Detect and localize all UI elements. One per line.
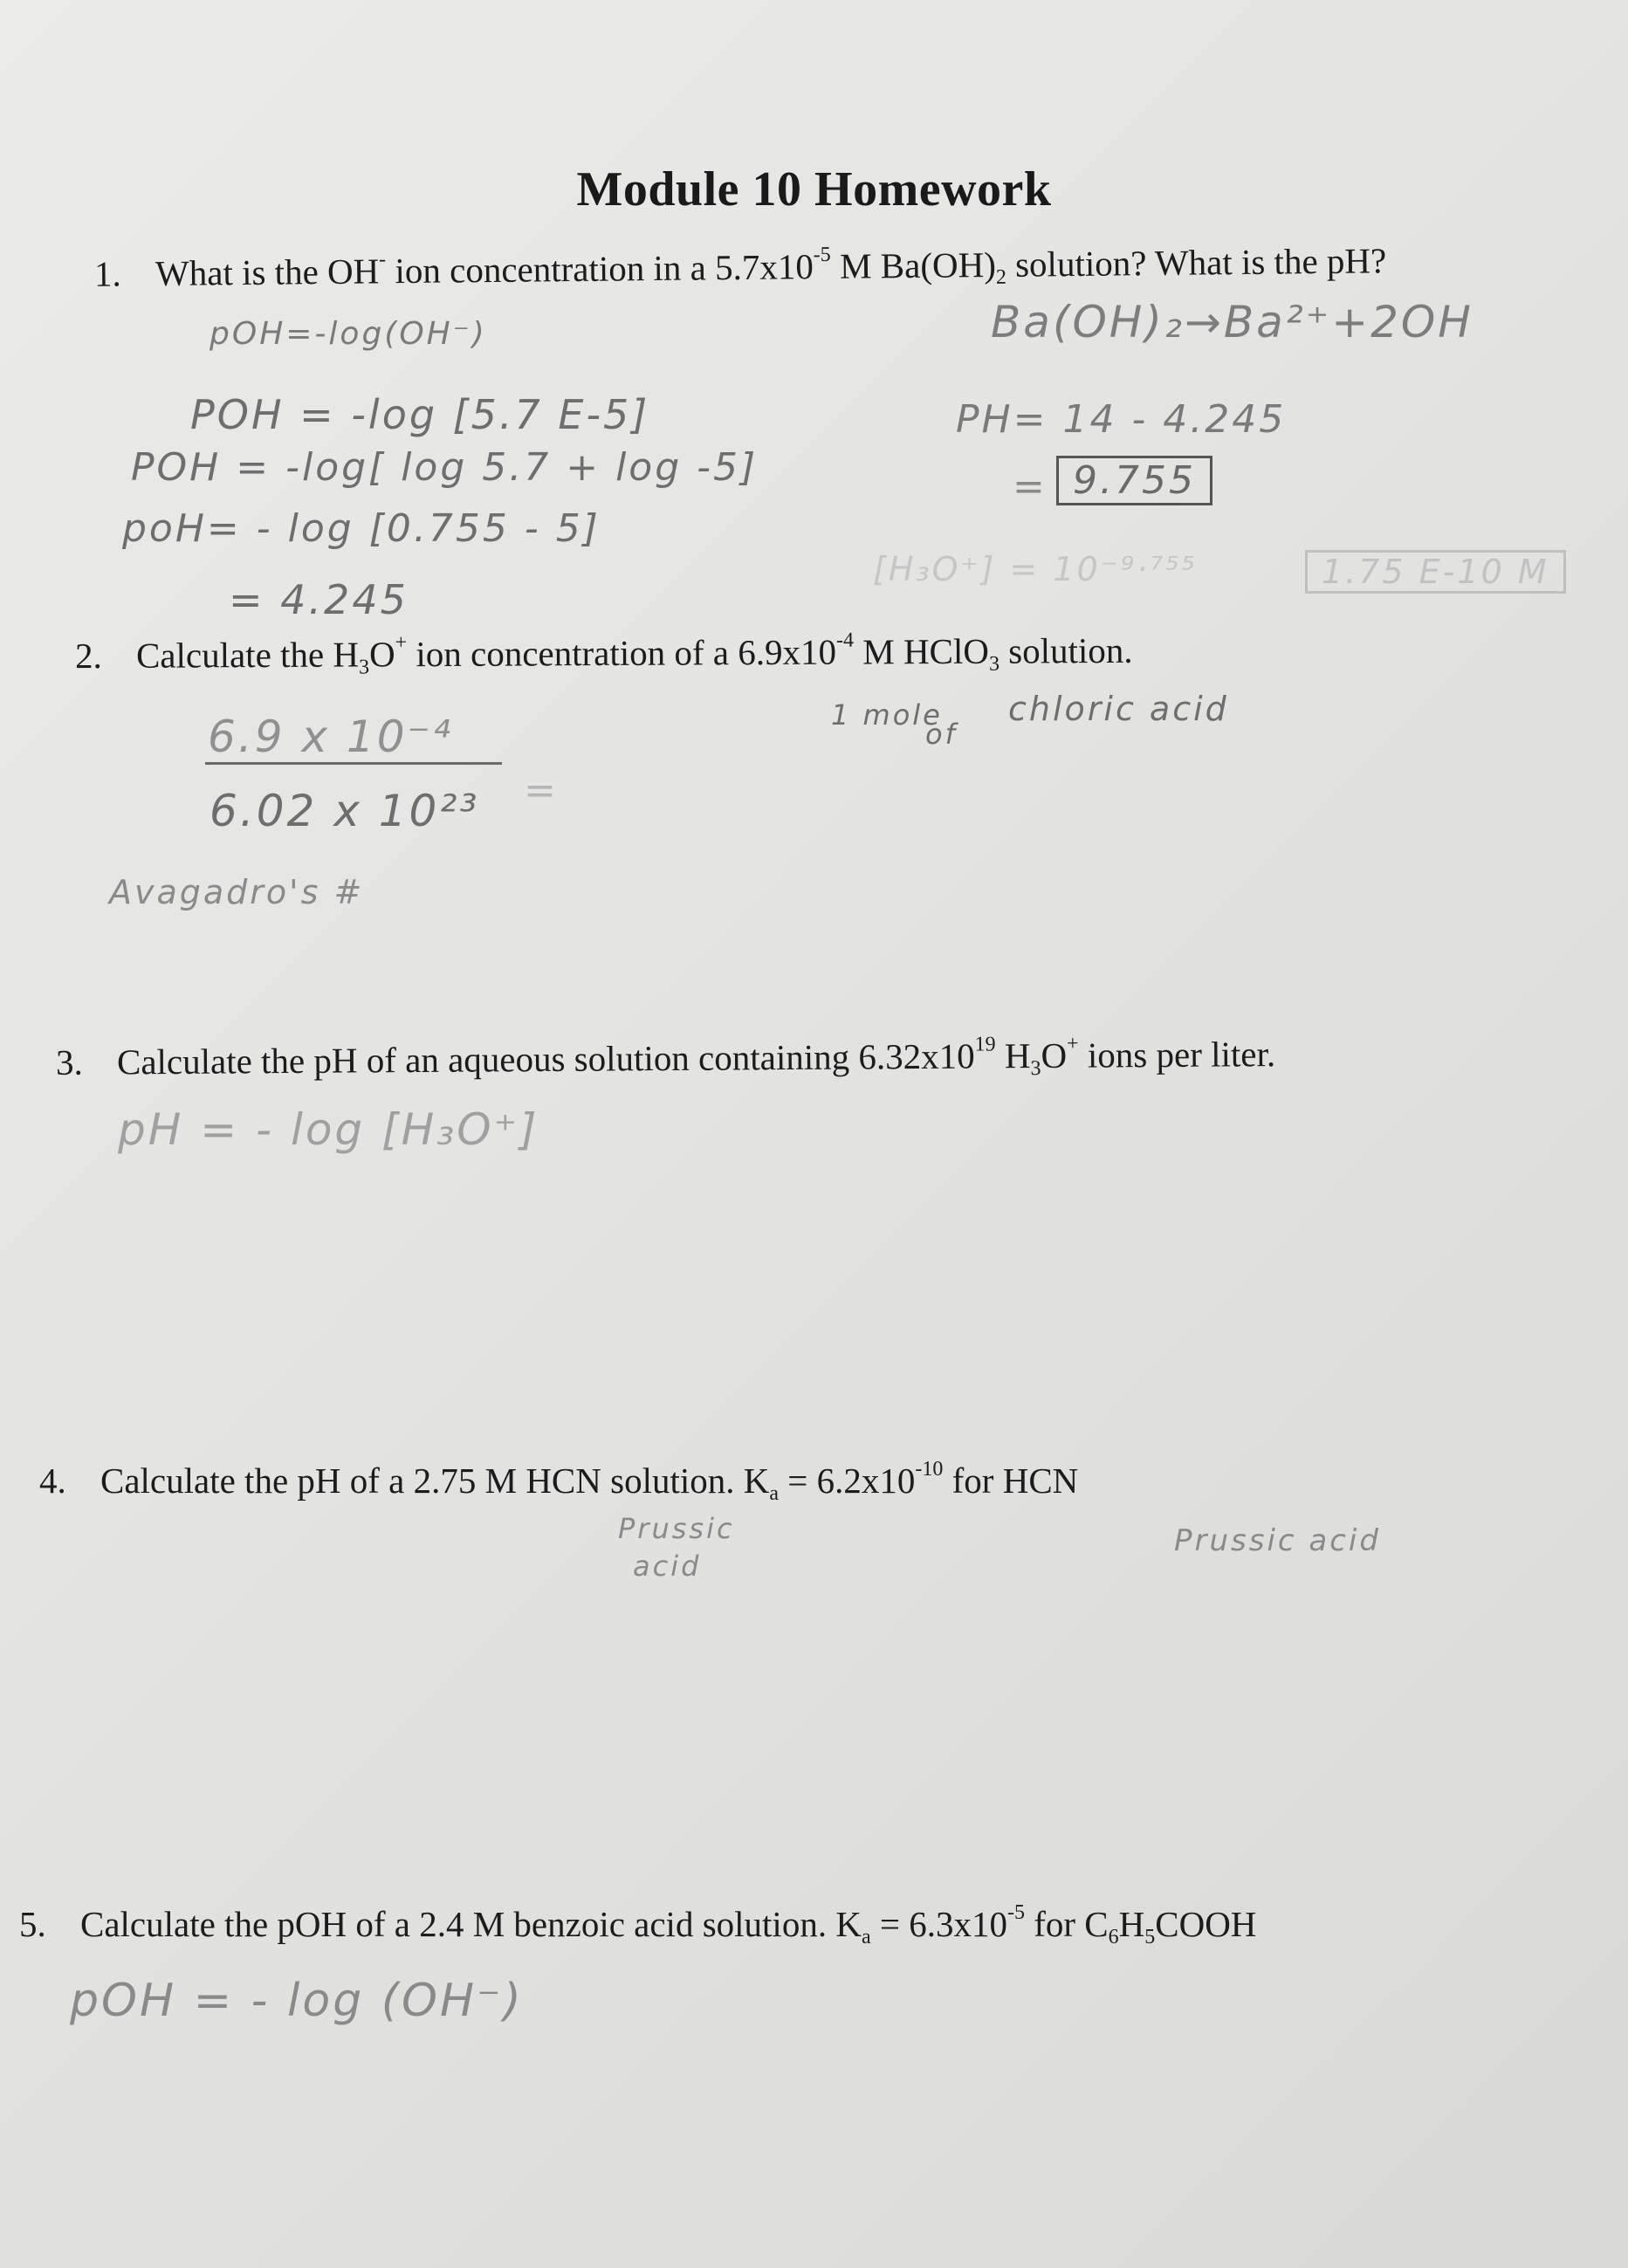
q1-line4: = 4.245 xyxy=(229,576,409,623)
question-number: 4. xyxy=(39,1460,66,1501)
q4-prussic-acid-note: Prussic acid xyxy=(1174,1523,1381,1558)
question-5: 5. Calculate the pOH of a 2.4 M benzoic acid solution. $K_a = 6.3x10^{-5}$ for $C_6H_5COOH$ xyxy=(19,1901,1257,1948)
q1-h3o-line: [H₃O⁺] = 10⁻⁹·⁷⁵⁵ xyxy=(873,550,1198,588)
q2-chloric-acid: chloric acid xyxy=(1008,690,1229,728)
q5-poh-definition: pOH = - log (OH⁻) xyxy=(70,1975,524,2027)
question-2: 2. Calculate the $H_3O^+$ ion concentration of a $6.9x10^{-4}$ M HClO$_3$ solution. xyxy=(74,629,1133,679)
q1-ph-answer-box: 9.755 xyxy=(1056,456,1212,505)
question-4: 4. Calculate the pH of a 2.75 M HCN solution. $K_a = 6.2x10^{-10}$ for HCN xyxy=(39,1458,1079,1505)
question-3: 3. Calculate the pH of an aqueous solution containing $6.32x10^{19}$ $H_3O^+$ ions per liter. xyxy=(55,1032,1276,1082)
q1-ph-line: PH= 14 - 4.245 xyxy=(956,397,1287,442)
question-number: 5. xyxy=(19,1904,46,1944)
q2-equals: = xyxy=(524,768,559,813)
q1-ph-equals: = xyxy=(1013,464,1048,509)
q4-acid-note: acid xyxy=(633,1550,702,1583)
question-number: 3. xyxy=(55,1041,83,1082)
q2-numerator: 6.9 x 10⁻⁴ xyxy=(208,711,453,762)
q3-ph-definition: pH = - log [H₃O⁺] xyxy=(118,1104,539,1155)
q2-fraction-line xyxy=(205,762,502,765)
q1-line1: POH = -log [5.7 E-5] xyxy=(190,391,650,438)
question-1: 1. What is the OH- ion concentration in a $5.7x10^{-5}$ M $Ba(OH)_2$ solution? What is the pH? xyxy=(93,240,1387,294)
q2-avogadro-note: Avagadro's # xyxy=(109,873,365,911)
q2-of-note: of xyxy=(925,718,958,751)
question-number: 1. xyxy=(93,253,122,294)
q1-reaction: Ba(OH)₂→Ba²⁺+2OH xyxy=(991,297,1473,347)
q1-h3o-answer-box: 1.75 E-10 M xyxy=(1305,550,1566,594)
q2-mole-note: 1 mole xyxy=(831,698,943,732)
page-title: Module 10 Homework xyxy=(576,162,1052,216)
question-number: 2. xyxy=(74,636,102,677)
q1-line3: poH= - log [0.755 - 5] xyxy=(122,506,601,551)
q2-denominator: 6.02 x 10²³ xyxy=(210,786,480,836)
q1-poh-definition: pOH=-log(OH⁻) xyxy=(210,316,487,352)
q4-prussic-note: Prussic xyxy=(618,1512,735,1545)
q1-line2: POH = -log[ log 5.7 + log -5] xyxy=(131,445,759,490)
